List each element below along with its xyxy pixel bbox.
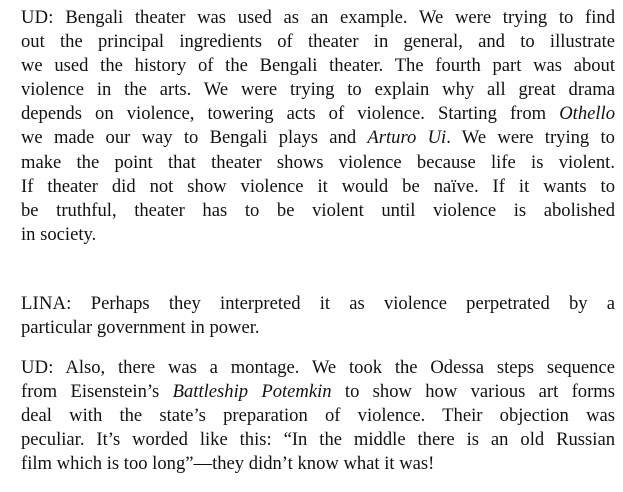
speaker-label: UD: [21,7,54,28]
text-line [21,54,615,78]
text-line [21,428,615,452]
italic-title-battleship-potemkin: Battleship Potemkin [172,381,332,403]
text-line [21,78,615,102]
text-line [21,199,615,223]
paragraph-lina-perhaps [21,292,615,340]
text-run: Bengali theater was used as an example. We were trying to find [53,7,615,28]
text-line [21,175,615,199]
text-run: from Eisenstein’s [21,381,173,403]
text-run: out the principal ingredients of theater in general, and to illustrate [21,31,615,53]
paragraph-ud-montage [21,356,615,476]
text-run: violence in the arts. We were trying to explain why all great drama [21,79,615,101]
text-run: depends on violence, towering acts of violence. Starting from [21,103,560,125]
text-run: particular government in power. [21,317,260,339]
text-run: peculiar. It’s worded like this: “In the middle there is an old Russian [21,429,615,451]
paragraph-ud-bengali-theater [21,6,615,247]
text-run: deal with the state’s preparation of violence. Their objection was [21,405,615,427]
italic-title-othello: Othello [559,103,615,125]
text-run: make the point that theater shows violence because life is violent. [21,151,615,173]
text-run: in society. [21,223,97,245]
text-line [21,316,615,340]
text-line [21,292,615,316]
text-run: we used the history of the Bengali theater. The fourth part was about [21,55,615,77]
text-line [21,356,615,380]
text-line [21,102,615,126]
text-run: Perhaps they interpreted it as violence perpetrated by a [71,293,615,314]
text-run: Also, there was a montage. We took the Odessa steps sequence [53,357,615,378]
text-line [21,404,615,428]
text-run: be truthful, theater has to be violent until violence is abolished [21,199,615,221]
text-line [21,6,615,30]
text-run: film which is too long”—they didn’t know what it was! [21,453,435,475]
speaker-label: UD: [21,357,54,378]
text-line [21,126,615,150]
italic-title-arturo-ui: Arturo Ui [367,127,447,149]
text-line [21,452,615,476]
text-run: If theater did not show violence it would be naïve. If it wants to [21,175,615,197]
text-line [21,380,615,404]
speaker-label: LINA: [21,293,72,314]
text-line [21,223,615,247]
text-line [21,30,615,54]
text-run: to show how various art forms [331,381,615,403]
text-run: we made our way to Bengali plays and [21,127,368,149]
text-line [21,151,615,175]
text-run: . We were trying to [446,127,615,149]
